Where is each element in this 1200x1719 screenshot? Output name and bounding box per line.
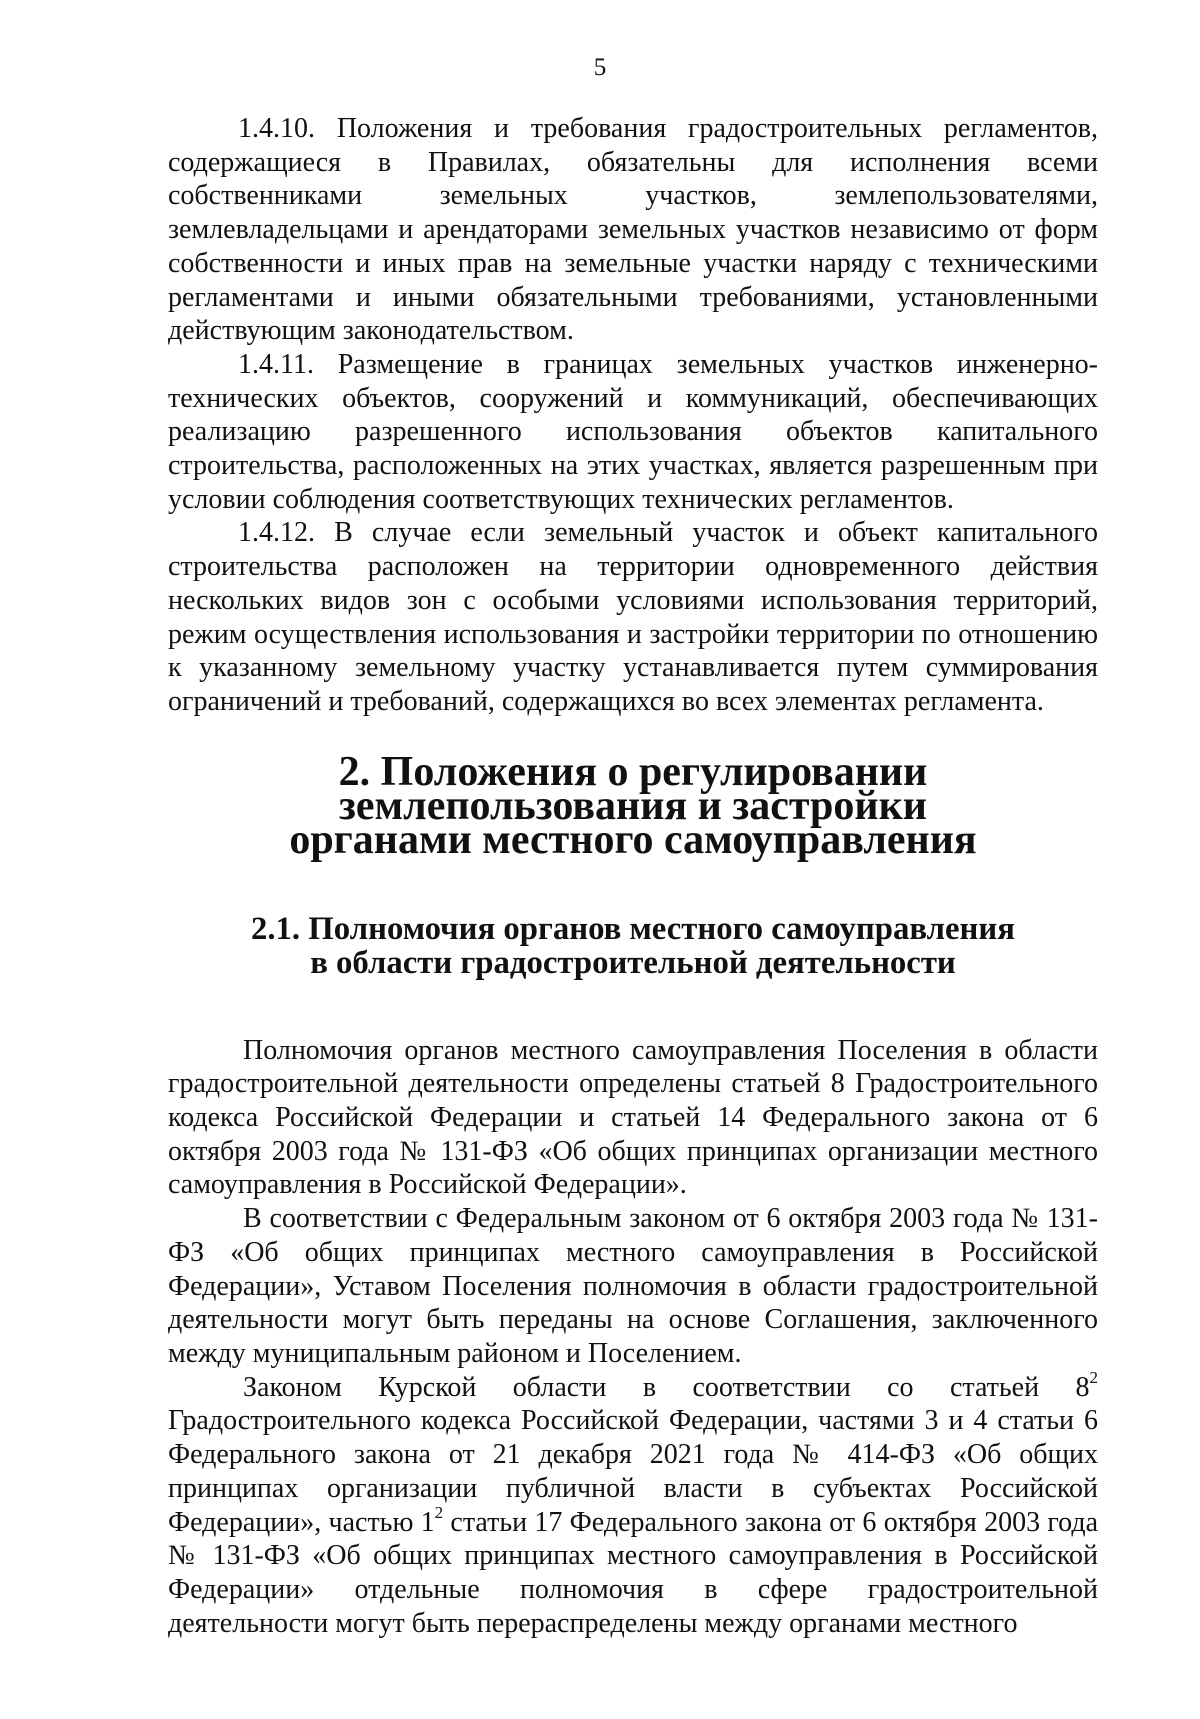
section-2-heading-line-2: органами местного самоуправления	[289, 816, 977, 863]
section-2-heading-line-1: 2. Положения о регулировании землепользования и застройки	[338, 748, 928, 829]
paragraph-kursk-law-text-3: статьи 17 Федерального закона от 6 октября 2003 года № 131-ФЗ «Об общих принципах местного самоуправления в Российской Федерации» отдельные полномочия в сфере градостроительной деятельности могут быть перераспределены между органами местного	[168, 1506, 1098, 1639]
section-2-heading	[168, 748, 1098, 863]
section-2-1-heading-line-1: 2.1. Полномочия органов местного самоуправления	[250, 910, 1015, 947]
superscript-2-second: 2	[434, 1503, 444, 1523]
paragraph-1-4-10: 1.4.10. Положения и требования градостроительных регламентов, содержащиеся в Правилах, обязательны для исполнения всеми собственниками земельных участков, землепользователями, землевладельцами и арендаторами земельных участков независимо от форм собственности и иных прав на земельные участки наряду с техническими регламентами и иными обязательными требованиями, установленными действующим законодательством.	[168, 113, 1098, 347]
paragraph-1-4-11: 1.4.11. Размещение в границах земельных участков инженерно-технических объектов, сооружений и коммуникаций, обеспечивающих реализацию разрешенного использования объектов капитального строительства, расположенных на этих участках, является разрешенным при условии соблюдения соответствующих технических регламентов.	[168, 348, 1098, 515]
superscript-2-first: 2	[1089, 1368, 1098, 1388]
document-body	[168, 112, 1098, 1640]
paragraph-kursk-law	[168, 1368, 1098, 1641]
paragraph-federal-law: В соответствии с Федеральным законом от 6 октября 2003 года № 131-ФЗ «Об общих принципах местного самоуправления в Российской Федерации», Уставом Поселения полномочия в области градостроительной деятельности могут быть переданы на основе Соглашения, заключенного между муниципальным районом и Поселением.	[168, 1203, 1098, 1369]
paragraph-powers: Полномочия органов местного самоуправления Поселения в области градостроительной деятельности определены статьей 8 Градостроительного кодекса Российской Федерации и статьей 14 Федерального закона от 6 октября 2003 года № 131-ФЗ «Об общих принципах организации местного самоуправления в Российской Федерации».	[168, 1034, 1098, 1201]
paragraph-1-4-12: 1.4.12. В случае если земельный участок и объект капитального строительства расположен на территории одновременного действия нескольких видов зон с особыми условиями использования территорий, режим осуществления использования и застройки территории по отношению к указанному земельному участку устанавливается путем суммирования ограничений и требований, содержащихся во всех элементах регламента.	[168, 517, 1098, 717]
section-2-1-heading	[168, 912, 1098, 980]
paragraph-kursk-law-text-2: Градостроительного кодекса Российской Федерации, частями 3 и 4 статьи 6 Федерального закона от 21 декабря 2021 года № 414-ФЗ «Об общих принципах организации публичной власти в субъектах Российской Федерации», частью 1	[168, 1405, 1098, 1538]
section-2-1-heading-line-2: в области градостроительной деятельности	[310, 944, 956, 981]
paragraph-kursk-law-text-1: Законом Курской области в соответствии со статьей 8	[243, 1371, 1090, 1403]
page-number: 5	[593, 54, 607, 81]
